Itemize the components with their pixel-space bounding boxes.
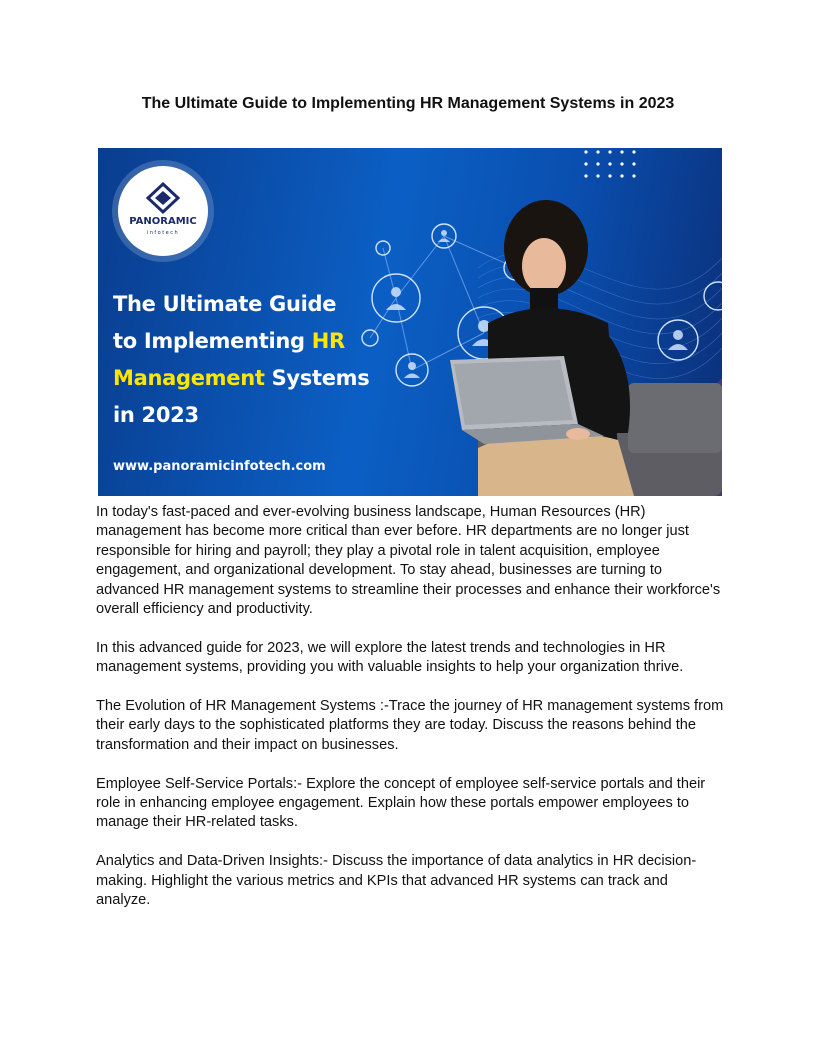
hero-banner-image [98, 148, 722, 496]
banner-heading: The Ultimate Guide to Implementing HR Management Systems in 2023 [113, 292, 370, 427]
paragraph-self-service: Employee Self-Service Portals:- Explore the concept of employee self-service portals and their role in enhancing employee engagement. Explain how these portals empower employees to manage their HR-related tasks. [96, 775, 706, 831]
paragraph-analytics: Analytics and Data-Driven Insights:- Discuss the importance of data analytics in HR decision-making. Highlight the various metrics and KPIs that advanced HR systems can track and analyze. [96, 853, 697, 909]
paragraph-evolution: The Evolution of HR Management Systems :-Trace the journey of HR management systems from their early days to the sophisticated platforms they are today. Discuss the reasons behind the transformation and their impact on businesses. [96, 698, 724, 753]
paragraph-guide-overview: In this advanced guide for 2023, we will explore the latest trends and technologies in HR management systems, providing you with valuable insights to help your organization thrive. [96, 639, 684, 676]
dot-grid-decoration [584, 150, 635, 177]
banner-url: www.panoramicinfotech.com [113, 459, 326, 474]
panoramic-logo [118, 166, 208, 256]
logo-wordmark: PANORAMIC [129, 216, 197, 227]
paragraph-intro: In today's fast-paced and ever-evolving business landscape, Human Resources (HR) management has become more critical than ever before. HR departments are no longer just responsible for hiring and payroll; they play a pivotal role in talent acquisition, employee engagement, and organizational development. To stay ahead, businesses are turning to advanced HR management systems to streamline their processes and enhance their workforce's overall efficiency and productivity. [96, 504, 721, 618]
logo-subtitle: infotech [146, 230, 180, 236]
article-body [96, 503, 726, 930]
page-title: The Ultimate Guide to Implementing HR Management Systems in 2023 [141, 95, 675, 112]
